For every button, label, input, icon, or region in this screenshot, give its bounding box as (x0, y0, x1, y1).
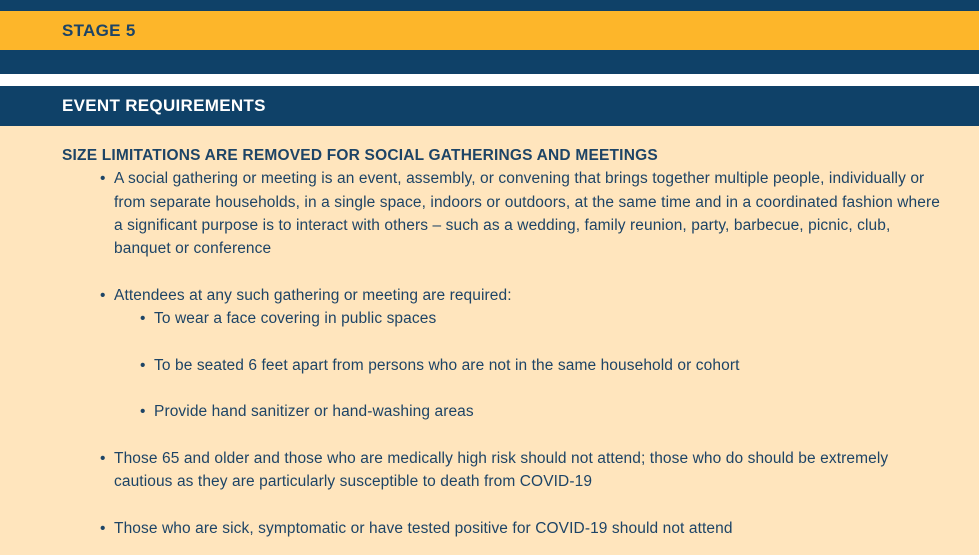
sub-list-item-text: Provide hand sanitizer or hand-washing areas (154, 403, 474, 421)
sub-list-item (0, 354, 979, 377)
bullet-marker: • (100, 170, 106, 188)
sub-list-item-text: To be seated 6 feet apart from persons who are not in the same household or cohort (154, 356, 740, 374)
section-title: EVENT REQUIREMENTS (62, 96, 266, 115)
bullet-marker: • (140, 403, 146, 421)
bullet-marker: • (100, 286, 106, 304)
size-limitations-heading: SIZE LIMITATIONS ARE REMOVED FOR SOCIAL GATHERINGS AND MEETINGS (62, 147, 658, 164)
list-item (0, 167, 979, 260)
list-item-text: Attendees at any such gathering or meeting are required: (114, 286, 512, 304)
list-item (0, 284, 979, 307)
top-border (0, 0, 979, 11)
list-item (0, 517, 979, 540)
stage-label: STAGE 5 (62, 21, 136, 40)
section-gap (0, 74, 979, 86)
bullet-marker: • (100, 449, 106, 467)
list-item (0, 447, 979, 494)
bullet-marker: • (100, 519, 106, 537)
sub-list-item (0, 307, 979, 330)
stage-header (0, 11, 979, 50)
list-item-text: Those who are sick, symptomatic or have tested positive for COVID-19 should not attend (114, 519, 733, 537)
list-item-text: A social gathering or meeting is an event, assembly, or convening that brings together multiple people, individually or from separate households, in a single space, indoors or outdoors, at the same time and in a coordinated fashion where a significant purpose is to interact with others – such as a wedding, family reunion, party, barbecue, picnic, club, banquet or conference (114, 170, 940, 258)
sub-list-item (0, 400, 979, 423)
requirements-body (0, 144, 979, 540)
section-header (0, 86, 979, 126)
bullet-marker: • (140, 310, 146, 328)
list-item-text: Those 65 and older and those who are medically high risk should not attend; those who do should be extremely cautious as they are particularly susceptible to death from COVID-19 (114, 449, 889, 491)
sub-list-item-text: To wear a face covering in public spaces (154, 310, 437, 328)
stage-divider (0, 50, 979, 74)
bullet-marker: • (140, 356, 146, 374)
